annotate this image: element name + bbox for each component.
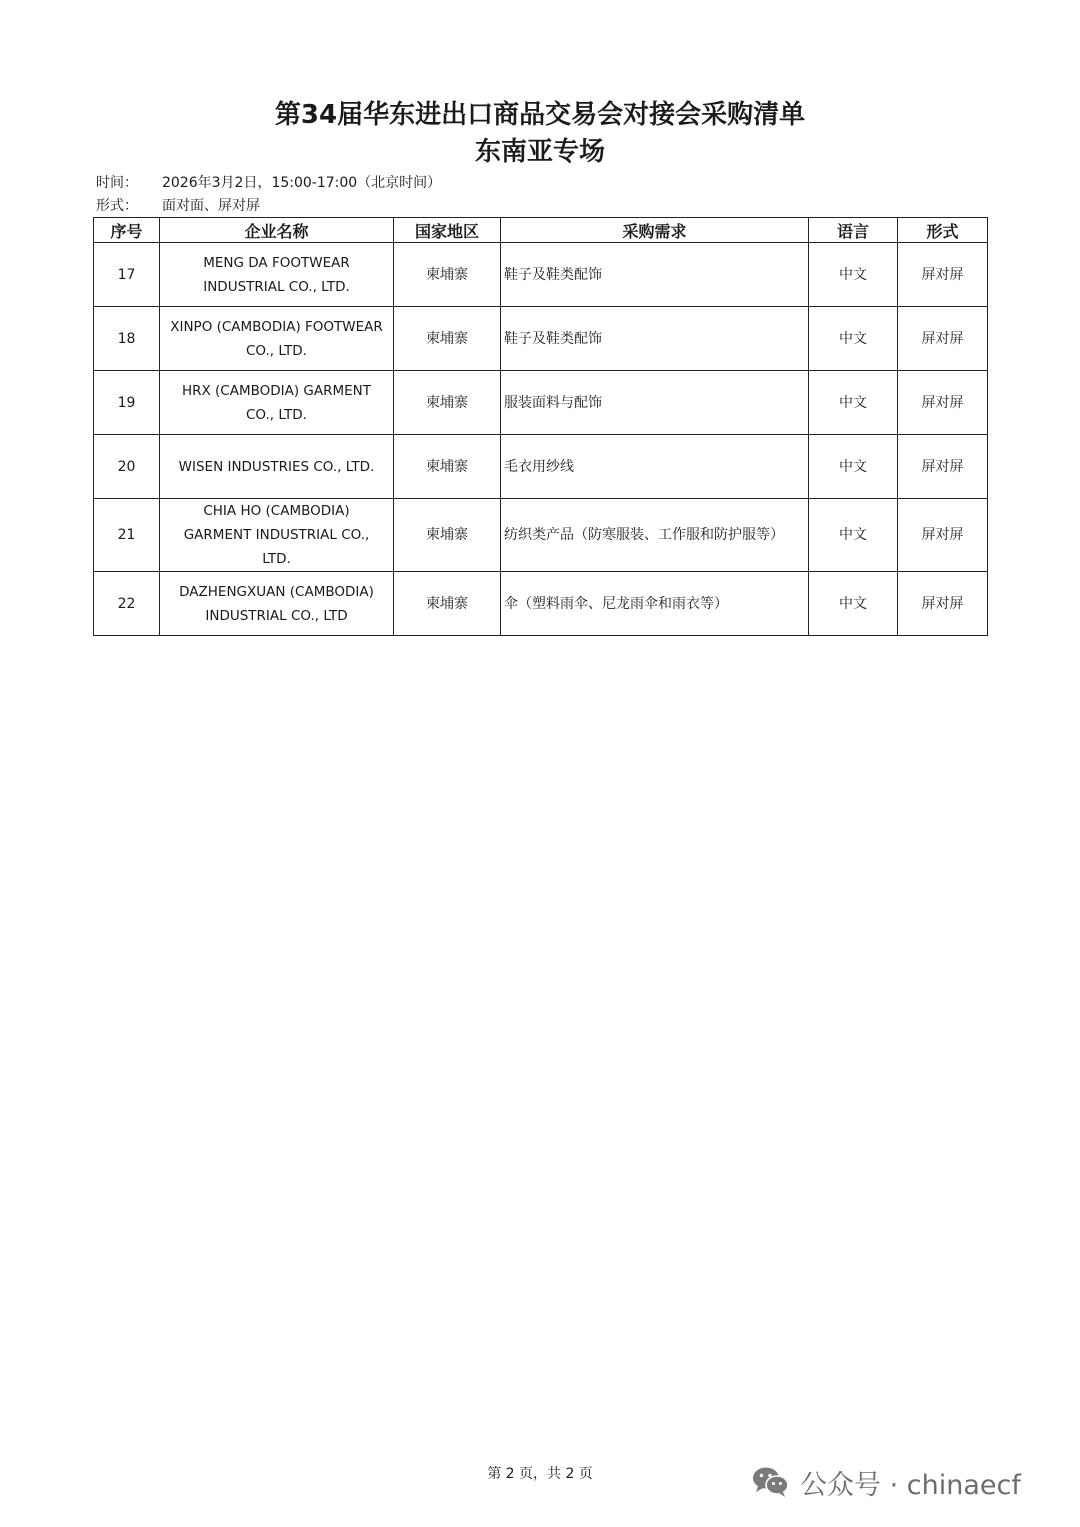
cell-demand: 纺织类产品（防寒服装、工作服和防护服等）	[501, 499, 809, 572]
cell-language: 中文	[809, 572, 898, 636]
table-header-row	[94, 218, 988, 243]
cell-no: 18	[94, 307, 160, 371]
cell-country: 柬埔寨	[394, 307, 501, 371]
cell-format: 屏对屏	[898, 371, 988, 435]
meta-time	[96, 173, 441, 193]
cell-language: 中文	[809, 371, 898, 435]
cell-company: CHIA HO (CAMBODIA) GARMENT INDUSTRIAL CO., LTD.	[160, 499, 394, 572]
table-row	[94, 371, 988, 435]
cell-language: 中文	[809, 243, 898, 307]
cell-no: 20	[94, 435, 160, 499]
cell-country: 柬埔寨	[394, 243, 501, 307]
cell-demand: 伞（塑料雨伞、尼龙雨伞和雨衣等）	[501, 572, 809, 636]
cell-country: 柬埔寨	[394, 371, 501, 435]
cell-company: XINPO (CAMBODIA) FOOTWEAR CO., LTD.	[160, 307, 394, 371]
cell-demand: 毛衣用纱线	[501, 435, 809, 499]
cell-no: 17	[94, 243, 160, 307]
cell-country: 柬埔寨	[394, 572, 501, 636]
cell-language: 中文	[809, 435, 898, 499]
table-row	[94, 243, 988, 307]
cell-format: 屏对屏	[898, 572, 988, 636]
cell-language: 中文	[809, 307, 898, 371]
header-no: 序号	[94, 218, 160, 243]
watermark	[752, 1462, 1021, 1502]
wechat-icon	[752, 1466, 790, 1498]
cell-country: 柬埔寨	[394, 499, 501, 572]
cell-company: WISEN INDUSTRIES CO., LTD.	[160, 435, 394, 499]
cell-demand: 鞋子及鞋类配饰	[501, 307, 809, 371]
cell-company: HRX (CAMBODIA) GARMENT CO., LTD.	[160, 371, 394, 435]
cell-no: 22	[94, 572, 160, 636]
watermark-text: 公众号 · chinaecf	[800, 1469, 1021, 1501]
cell-country: 柬埔寨	[394, 435, 501, 499]
time-label: 时间：	[96, 175, 138, 191]
cell-no: 21	[94, 499, 160, 572]
cell-format: 屏对屏	[898, 499, 988, 572]
header-format: 形式	[898, 218, 988, 243]
page-subtitle: 东南亚专场	[474, 137, 605, 167]
header-demand: 采购需求	[501, 218, 809, 243]
table-row	[94, 572, 988, 636]
cell-format: 屏对屏	[898, 435, 988, 499]
table-row	[94, 435, 988, 499]
cell-format: 屏对屏	[898, 307, 988, 371]
cell-demand: 服装面料与配饰	[501, 371, 809, 435]
format-label: 形式：	[96, 198, 138, 214]
cell-no: 19	[94, 371, 160, 435]
table-row	[94, 307, 988, 371]
cell-company: DAZHENGXUAN (CAMBODIA) INDUSTRIAL CO., LTD	[160, 572, 394, 636]
cell-language: 中文	[809, 499, 898, 572]
table-row	[94, 499, 988, 572]
cell-demand: 鞋子及鞋类配饰	[501, 243, 809, 307]
time-value: 2026年3月2日，15:00-17:00（北京时间）	[162, 175, 442, 191]
procurement-table	[93, 217, 988, 636]
meta-format	[96, 196, 260, 216]
page-number: 第 2 页，共 2 页	[487, 1466, 593, 1482]
header-language: 语言	[809, 218, 898, 243]
cell-company: MENG DA FOOTWEAR INDUSTRIAL CO., LTD.	[160, 243, 394, 307]
format-value: 面对面、屏对屏	[162, 198, 260, 214]
header-company: 企业名称	[160, 218, 394, 243]
page-title: 第34届华东进出口商品交易会对接会采购清单	[274, 100, 806, 130]
cell-format: 屏对屏	[898, 243, 988, 307]
header-country: 国家地区	[394, 218, 501, 243]
